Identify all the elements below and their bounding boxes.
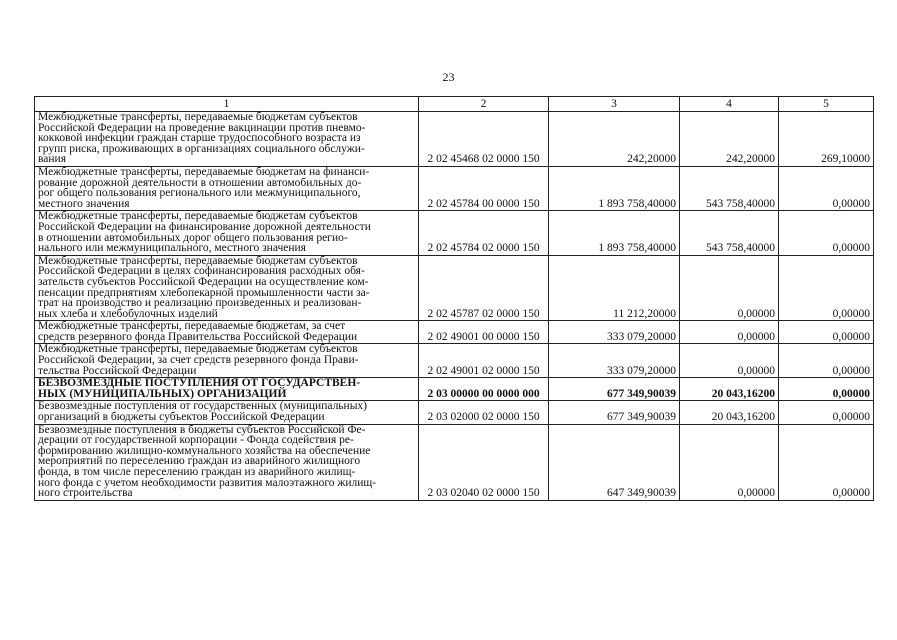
description-line: Межбюджетные трансферты, передаваемые бюджетам субъектов xyxy=(38,111,358,123)
value-col5: 0,00000 xyxy=(779,211,874,255)
value-col4: 0,00000 xyxy=(680,424,779,500)
description-line: Безвозмездные поступления в бюджеты субъектов Российской Фе- xyxy=(38,423,366,436)
value-col4: 543 758,40000 xyxy=(680,166,779,210)
value-col5: 0,00000 xyxy=(779,424,874,500)
table-row xyxy=(35,211,874,255)
description-line: местного значения xyxy=(38,197,130,210)
value-col5: 0,00000 xyxy=(779,378,874,401)
table-row xyxy=(35,424,874,500)
value-col3: 1 893 758,40000 xyxy=(549,166,680,210)
row-description xyxy=(35,424,419,500)
budget-code: 2 03 02000 02 0000 150 xyxy=(419,401,549,424)
description-line: Российской Федерации на проведение вакцинации против пневмо- xyxy=(38,121,366,134)
table-row xyxy=(35,255,874,321)
value-col4: 0,00000 xyxy=(680,321,779,344)
value-col5: 0,00000 xyxy=(779,166,874,210)
page-number: 23 xyxy=(442,70,455,84)
description-line: Межбюджетные трансферты, передаваемые бюджетам, за счет xyxy=(38,320,346,333)
table-row xyxy=(35,378,874,401)
budget-code: 2 03 00000 00 0000 000 xyxy=(419,378,549,401)
description-line: пенсации предприятиям хлебопекарной промышленности части за- xyxy=(38,286,370,299)
description-line: кокковой инфекции граждан старше трудоспособного возраста из xyxy=(38,132,361,145)
table-row xyxy=(35,321,874,344)
description-line: тельства Российской Федерации xyxy=(38,364,197,377)
description-line: мероприятий по переселению граждан из аварийного жилищного xyxy=(38,455,361,468)
revenue-table xyxy=(34,96,874,501)
description-line: Российской Федерации в целях софинансирования расходных обя- xyxy=(38,265,365,278)
row-description xyxy=(35,401,419,424)
table-header-row xyxy=(35,97,874,112)
value-col5: 269,10000 xyxy=(779,112,874,167)
description-line: вания xyxy=(38,153,66,166)
description-line: зательств субъектов Российской Федерации на осуществление ком- xyxy=(38,275,369,288)
value-col4: 20 043,16200 xyxy=(680,378,779,401)
row-description xyxy=(35,378,419,401)
description-line: ных хлеба и хлебобулочных изделий xyxy=(38,307,218,320)
budget-code: 2 02 49001 02 0000 150 xyxy=(419,344,549,378)
row-description xyxy=(35,166,419,210)
column-header: 4 xyxy=(680,97,779,112)
description-line: Межбюджетные трансферты, передаваемые бюджетам субъектов xyxy=(38,210,358,223)
column-header: 5 xyxy=(779,97,874,112)
value-col4: 20 043,16200 xyxy=(680,401,779,424)
value-col4: 242,20000 xyxy=(680,112,779,167)
row-description xyxy=(35,255,419,321)
description-line: дерации от государственной корпорации - Фонда содействия ре- xyxy=(38,434,354,447)
table-row xyxy=(35,401,874,424)
description-line: фонда, в том числе переселению граждан из аварийного жилищ- xyxy=(38,466,356,478)
value-col3: 647 349,90039 xyxy=(549,424,680,500)
description-line: БЕЗВОЗМЕЗДНЫЕ ПОСТУПЛЕНИЯ ОТ ГОСУДАРСТВЕН- xyxy=(38,377,361,390)
value-col3: 1 893 758,40000 xyxy=(549,211,680,255)
value-col3: 333 079,20000 xyxy=(549,344,680,378)
value-col3: 11 212,20000 xyxy=(549,255,680,321)
row-description xyxy=(35,344,419,378)
value-col5: 0,00000 xyxy=(779,321,874,344)
budget-code: 2 03 02040 02 0000 150 xyxy=(419,424,549,500)
value-col5: 0,00000 xyxy=(779,255,874,321)
description-line: Российской Федерации, за счет средств резервного фонда Прави- xyxy=(38,354,359,367)
description-line: НЫХ (МУНИЦИПАЛЬНЫХ) ОРГАНИЗАЦИЙ xyxy=(38,387,287,400)
description-line: в отношении автомобильных дорог общего пользования регио- xyxy=(38,231,348,244)
value-col3: 677 349,90039 xyxy=(549,378,680,401)
column-header: 1 xyxy=(35,97,419,112)
row-description xyxy=(35,112,419,167)
value-col4: 0,00000 xyxy=(680,255,779,321)
budget-code: 2 02 49001 00 0000 150 xyxy=(419,321,549,344)
description-line: формированию жилищно-коммунального хозяйства на обеспечение xyxy=(38,444,371,457)
row-description xyxy=(35,321,419,344)
budget-code: 2 02 45784 02 0000 150 xyxy=(419,211,549,255)
description-line: Безвозмездные поступления от государственных (муниципальных) xyxy=(38,400,368,413)
row-description xyxy=(35,211,419,255)
budget-code: 2 02 45787 02 0000 150 xyxy=(419,255,549,321)
table-row xyxy=(35,344,874,378)
value-col4: 543 758,40000 xyxy=(680,211,779,255)
value-col3: 333 079,20000 xyxy=(549,321,680,344)
description-line: рование дорожной деятельности в отношении автомобильных до- xyxy=(38,176,362,189)
value-col5: 0,00000 xyxy=(779,401,874,424)
description-line: Межбюджетные трансферты, передаваемые бюджетам субъектов xyxy=(38,343,358,356)
description-line: Межбюджетные трансферты, передаваемые бюджетам субъектов xyxy=(38,254,358,267)
value-col5: 0,00000 xyxy=(779,344,874,378)
budget-code: 2 02 45468 02 0000 150 xyxy=(419,112,549,167)
value-col4: 0,00000 xyxy=(680,344,779,378)
column-header: 3 xyxy=(549,97,680,112)
description-line: Российской Федерации на финансирование дорожной деятельности xyxy=(38,220,371,233)
description-line: средств резервного фонда Правительства Российской Федерации xyxy=(38,330,358,343)
description-line: рог общего пользования регионального или межмуниципального, xyxy=(38,187,361,200)
value-col3: 242,20000 xyxy=(549,112,680,167)
description-line: трат на производство и реализацию произведенных и реализован- xyxy=(38,297,362,310)
description-line: Межбюджетные трансферты, передаваемые бюджетам на финанси- xyxy=(38,165,370,178)
description-line: групп риска, проживающих в организациях социального обслужи- xyxy=(38,142,365,155)
description-line: ного строительства xyxy=(38,487,133,500)
budget-code: 2 02 45784 00 0000 150 xyxy=(419,166,549,210)
description-line: ного фонда с учетом необходимости развития малоэтажного жилищ- xyxy=(38,476,377,489)
table-row xyxy=(35,112,874,167)
value-col3: 677 349,90039 xyxy=(549,401,680,424)
description-line: организаций в бюджеты субъектов Российской Федерации xyxy=(38,411,325,424)
description-line: нального или межмуниципального, местного значения xyxy=(38,242,306,255)
column-header: 2 xyxy=(419,97,549,112)
table-row xyxy=(35,166,874,210)
